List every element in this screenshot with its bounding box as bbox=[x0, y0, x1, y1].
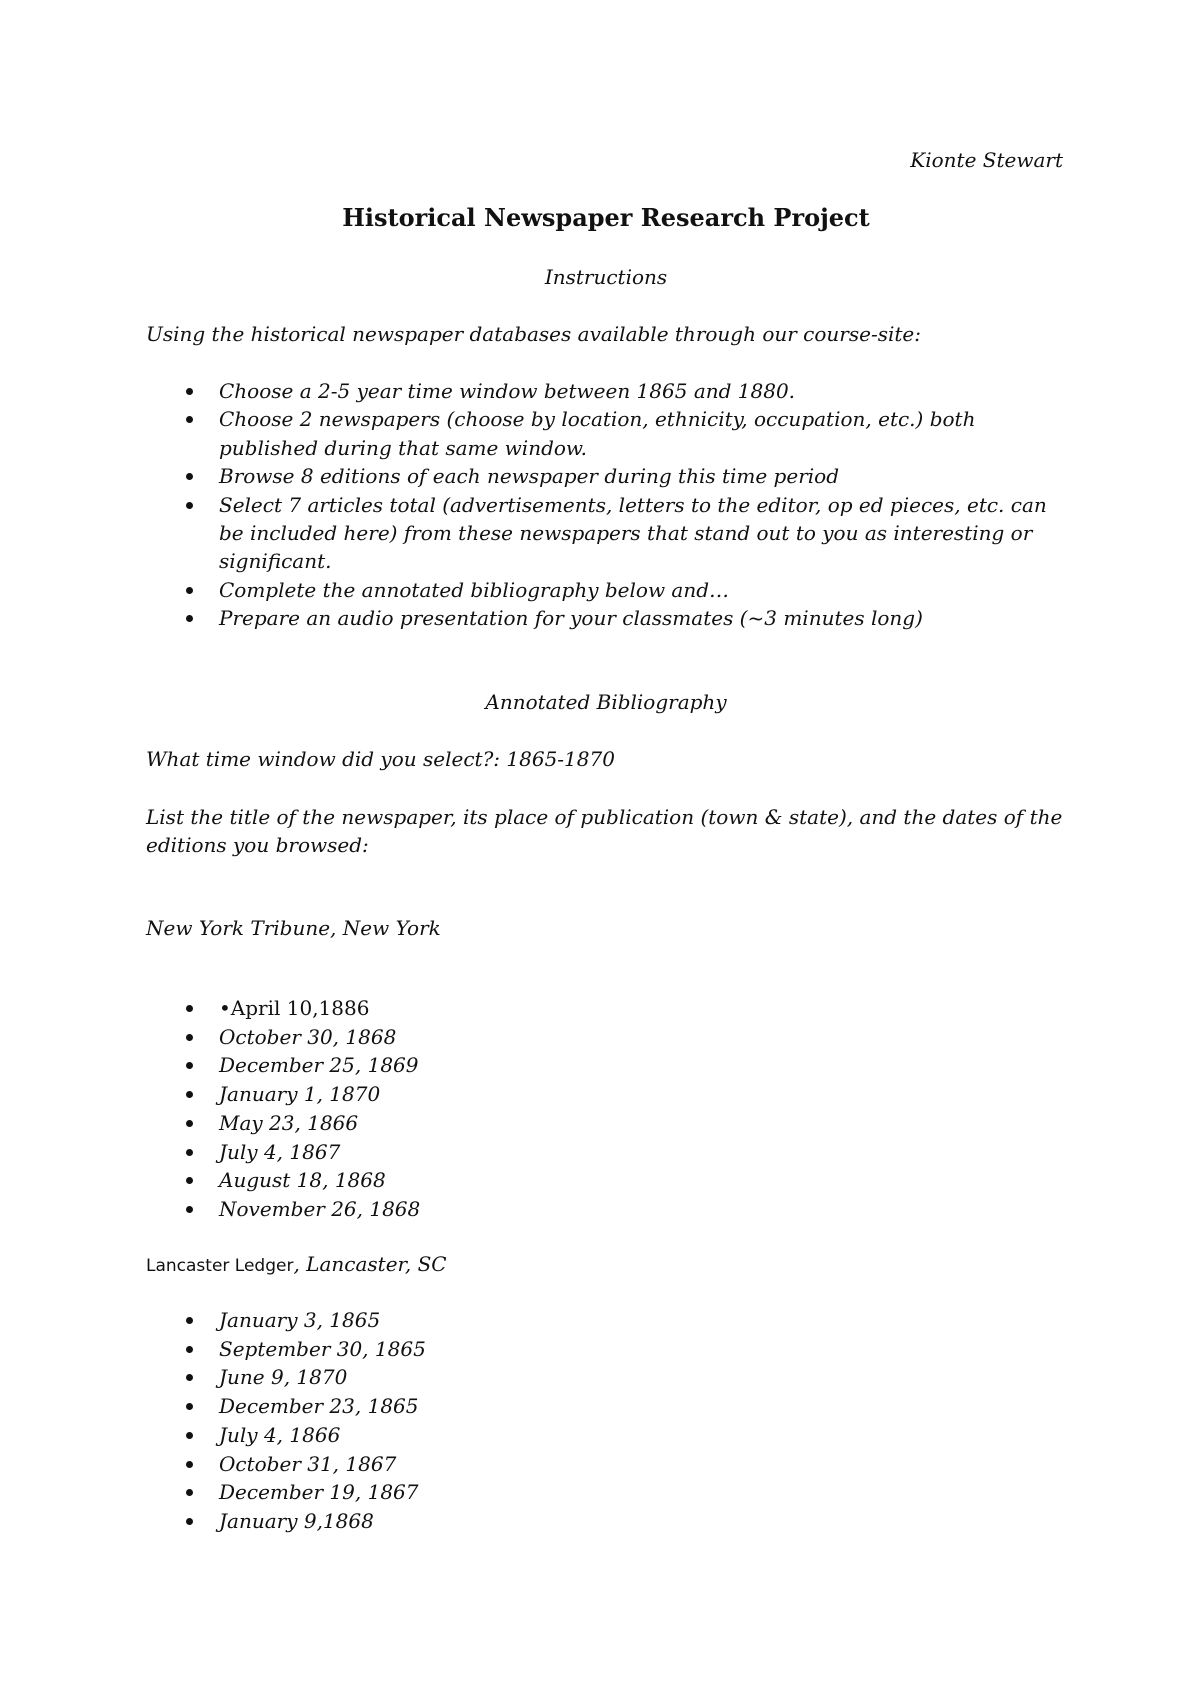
list-item: January 1, 1870 bbox=[0, 1080, 1049, 1109]
newspaper-2-dates bbox=[0, 1306, 1100, 1536]
list-item: January 3, 1865 bbox=[0, 1306, 1049, 1335]
document-title: Historical Newspaper Research Project bbox=[342, 203, 870, 232]
list-item: August 18, 1868 bbox=[0, 1166, 1049, 1195]
author-name: Kionte Stewart bbox=[910, 148, 1063, 172]
date-text: •April 10,1886 bbox=[219, 996, 370, 1020]
list-item: December 23, 1865 bbox=[0, 1392, 1049, 1421]
list-item: May 23, 1866 bbox=[0, 1109, 1049, 1138]
time-window-question: What time window did you select?: 1865-1870 bbox=[146, 747, 615, 771]
list-item: June 9, 1870 bbox=[0, 1363, 1049, 1392]
newspaper-1-title: New York Tribune, New York bbox=[146, 916, 441, 940]
list-item bbox=[0, 994, 1049, 1023]
instructions-heading: Instructions bbox=[544, 265, 668, 289]
list-item: Browse 8 editions of each newspaper during this time period bbox=[0, 462, 1049, 490]
list-item: January 9,1868 bbox=[0, 1507, 1049, 1536]
bibliography-heading: Annotated Bibliography bbox=[485, 690, 727, 714]
instructions-list bbox=[0, 377, 1100, 633]
list-item: November 26, 1868 bbox=[0, 1195, 1049, 1224]
list-item: Complete the annotated bibliography below and… bbox=[0, 576, 1049, 604]
newspaper-2-title bbox=[146, 1250, 1076, 1280]
list-item: Prepare an audio presentation for your classmates (~3 minutes long) bbox=[0, 604, 1049, 632]
newspaper-1-dates bbox=[0, 994, 1100, 1224]
list-item: July 4, 1867 bbox=[0, 1138, 1049, 1167]
list-item: December 25, 1869 bbox=[0, 1051, 1049, 1080]
instructions-intro: Using the historical newspaper databases available through our course-site: bbox=[146, 322, 921, 346]
list-item: December 19, 1867 bbox=[0, 1478, 1049, 1507]
list-item: Select 7 articles total (advertisements, letters to the editor, op ed pieces, etc. can be included here) from these newspapers that stand out to you as interesting or significant. bbox=[0, 491, 1049, 576]
newspaper-list-prompt: List the title of the newspaper, its place of publication (town & state), and the dates of the editions you browsed: bbox=[146, 805, 1063, 857]
list-item: October 30, 1868 bbox=[0, 1023, 1049, 1052]
list-item: October 31, 1867 bbox=[0, 1450, 1049, 1479]
newspaper-2-name: Lancaster Ledger bbox=[146, 1256, 294, 1276]
list-item: Choose a 2-5 year time window between 1865 and 1880. bbox=[0, 377, 1049, 405]
list-item: September 30, 1865 bbox=[0, 1335, 1049, 1364]
list-item: July 4, 1866 bbox=[0, 1421, 1049, 1450]
list-item: Choose 2 newspapers (choose by location, ethnicity, occupation, etc.) both published during that same window. bbox=[0, 405, 1049, 462]
newspaper-2-location: , Lancaster, SC bbox=[293, 1252, 447, 1276]
